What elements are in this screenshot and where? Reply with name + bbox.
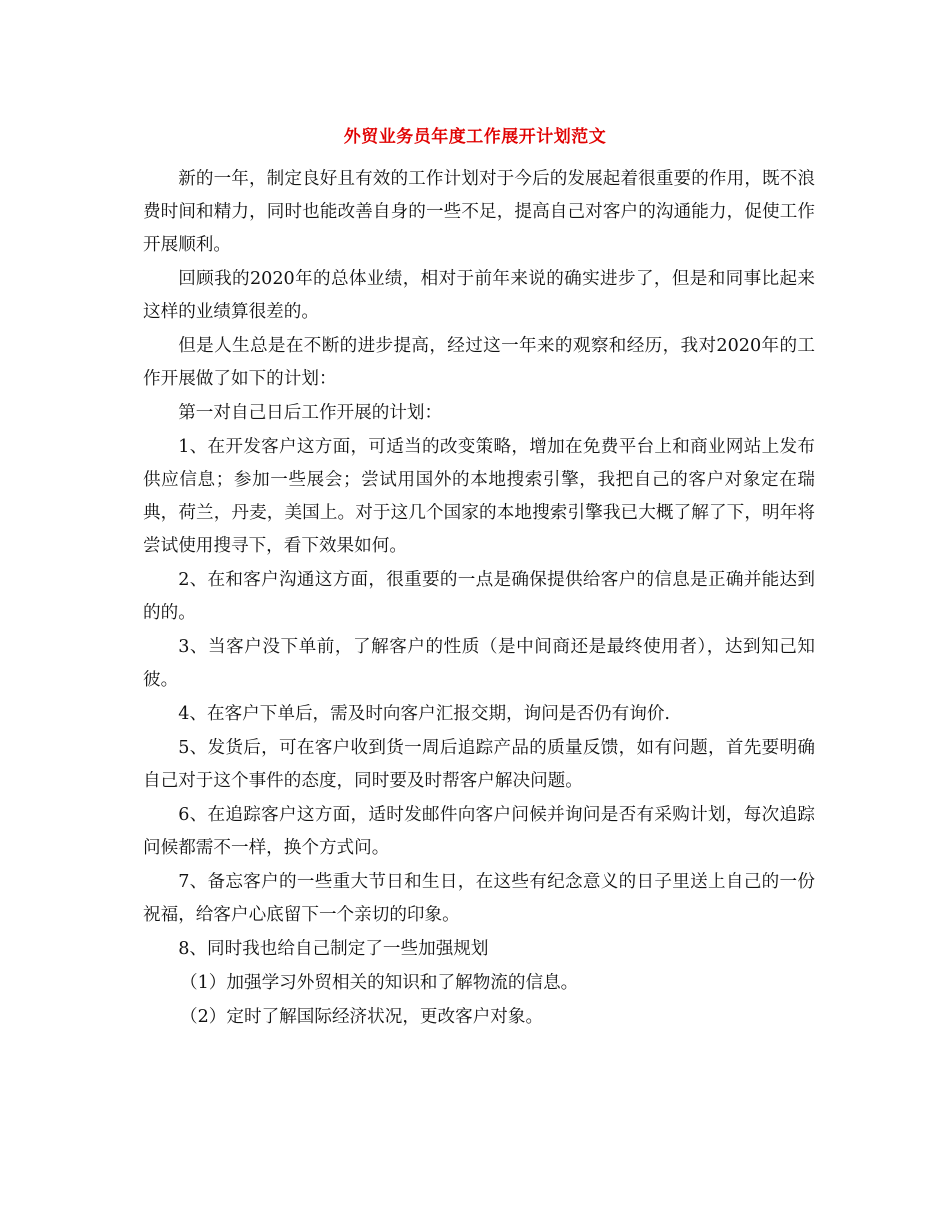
paragraph-plan-heading: 第一对自己日后工作开展的计划： <box>178 403 443 423</box>
sub-item-2: （2）定时了解国际经济状况，更改客户对象。 <box>180 1007 544 1027</box>
plan-item-5: 5、发货后，可在客户收到货一周后追踪产品的质量反馈，如有问题，首先要明确自己对于这个事件的态度，同时要及时帮客户解决问题。 <box>143 738 815 791</box>
sub-item-1: （1）加强学习外贸相关的知识和了解物流的信息。 <box>180 973 579 993</box>
plan-item-4: 4、在客户下单后，需及时向客户汇报交期，询问是否仍有询价. <box>178 704 671 724</box>
plan-item-7: 7、备忘客户的一些重大节日和生日，在这些有纪念意义的日子里送上自己的一份祝福，给客户心底留下一个亲切的印象。 <box>143 872 815 925</box>
paragraph-plan-intro: 但是人生总是在不断的进步提高，经过这一年来的观察和经历，我对2020年的工作开展做了如下的计划： <box>143 336 815 389</box>
plan-item-3: 3、当客户没下单前，了解客户的性质（是中间商还是最终使用者），达到知己知彼。 <box>143 637 815 690</box>
paragraph-review: 回顾我的2020年的总体业绩，相对于前年来说的确实进步了，但是和同事比起来这样的业绩算很差的。 <box>143 269 815 322</box>
paragraph-intro: 新的一年，制定良好且有效的工作计划对于今后的发展起着很重要的作用，既不浪费时间和精力，同时也能改善自身的一些不足，提高自己对客户的沟通能力，促使工作开展顺利。 <box>143 169 815 255</box>
document-body <box>143 163 815 1035</box>
document-title: 外贸业务员年度工作展开计划范文 <box>343 127 607 147</box>
plan-item-6: 6、在追踪客户这方面，适时发邮件向客户问候并询问是否有采购计划，每次追踪问候都需不一样，换个方式问。 <box>143 805 815 858</box>
plan-item-2: 2、在和客户沟通这方面，很重要的一点是确保提供给客户的信息是正确并能达到的的。 <box>143 570 815 623</box>
plan-item-8: 8、同时我也给自己制定了一些加强规划 <box>178 939 489 959</box>
plan-item-1: 1、在开发客户这方面，可适当的改变策略，增加在免费平台上和商业网站上发布供应信息；参加一些展会；尝试用国外的本地搜索引擎，我把自己的客户对象定在瑞典，荷兰，丹麦，美国上。对于这几个国家的本地搜索引擎我已大概了解了下，明年将尝试使用搜寻下，看下效果如何。 <box>143 437 815 556</box>
